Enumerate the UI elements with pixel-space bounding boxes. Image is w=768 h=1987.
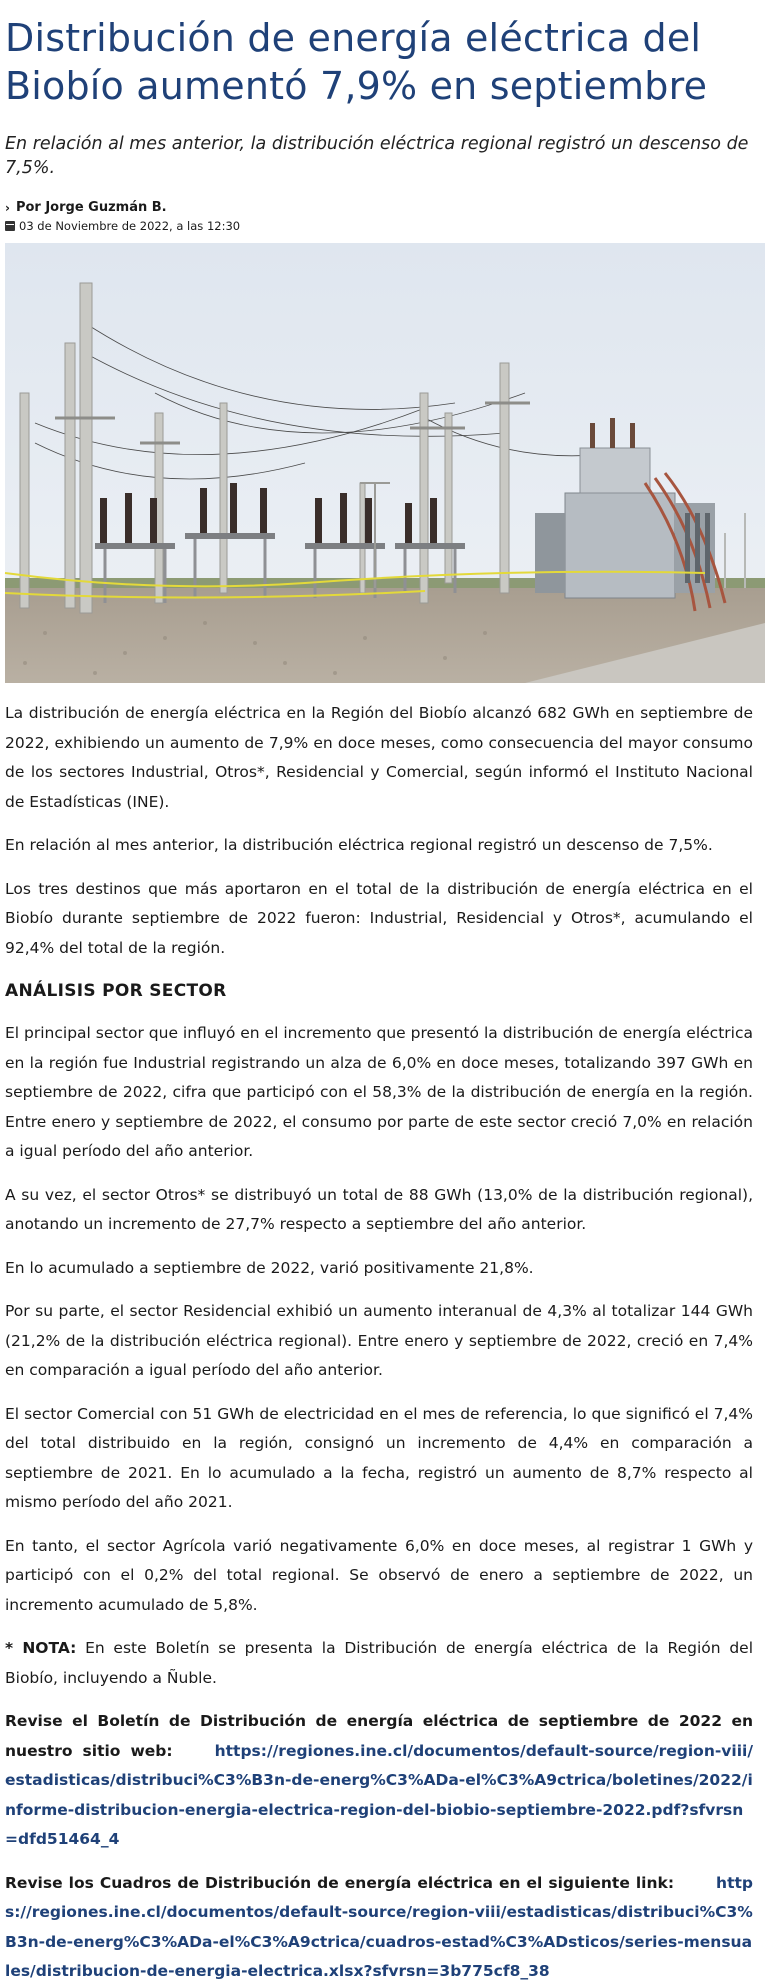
calendar-icon: [5, 221, 15, 231]
substation-photo: [5, 243, 765, 683]
paragraph: La distribución de energía eléctrica en la Región del Biobío alcanzó 682 GWh en septiembre de 2022, exhibiendo un aumento de 7,9% en doce meses, como consecuencia del mayor consumo de los sectores Industrial, Otros*, Residencial y Comercial, según informó el Instituto Nacional de Estadísticas (INE).: [5, 704, 753, 811]
paragraph: Los tres destinos que más aportaron en el total de la distribución de energía eléctrica en el Biobío durante septiembre de 2022 fueron: Industrial, Residencial y Otros*, acumulando el 92,4% del total de la región.: [5, 879, 753, 957]
bulletin-link-paragraph: [5, 1707, 753, 1855]
section-heading: ANÁLISIS POR SECTOR: [5, 981, 227, 1001]
tables-link-paragraph: [5, 1869, 753, 1987]
paragraph: En tanto, el sector Agrícola varió negativamente 6,0% en doce meses, al registrar 1 GWh y participó con el 0,2% del total regional. Se observó de enero a septiembre de 2022, un incremento acumulado de 5,8%.: [5, 1536, 753, 1614]
article-title: Distribución de energía eléctrica del Biobío aumentó 7,9% en septiembre: [5, 16, 708, 108]
note-label: * NOTA:: [5, 1639, 77, 1657]
paragraph: Por su parte, el sector Residencial exhibió un aumento interanual de 4,3% al totalizar 144 GWh (21,2% de la distribución eléctrica regional). Entre enero y septiembre de 2022, creció en 7,4% en comparación a igual período del año anterior.: [5, 1302, 753, 1379]
paragraph: El sector Comercial con 51 GWh de electricidad en el mes de referencia, lo que significó el 7,4% del total distribuido en la región, consignó un incremento de 4,4% en comparación a septiembre de 2021. En lo acumulado a la fecha, registró un aumento de 8,7% respecto al mismo período del año 2021.: [5, 1404, 753, 1511]
author-name: Por Jorge Guzmán B.: [15, 200, 167, 215]
note-text: En este Boletín se presenta la Distribución de energía eléctrica de la Región del Biobío, incluyendo a Ñuble.: [5, 1639, 753, 1687]
publish-date: 03 de Noviembre de 2022, a las 12:30: [19, 219, 241, 233]
tables-link[interactable]: https://regiones.ine.cl/documentos/default-source/region-viii/estadisticas/distribuci%C3%B3n-de-energ%C3%ADa-el%C3%A9ctrica/cuadros-estad%C3%ADsticos/series-mensuales/distribucion-de-energia-electrica.xlsx?sfvrsn=3b775cf8_38: [5, 1873, 753, 1980]
article-subtitle: En relación al mes anterior, la distribución eléctrica regional registró un descenso de 7,5%.: [5, 134, 749, 178]
date-line: [5, 219, 758, 233]
paragraph: En lo acumulado a septiembre de 2022, varió positivamente 21,8%.: [5, 1258, 534, 1277]
tables-link-intro: Revise los Cuadros de Distribución de energía eléctrica en el siguiente link:: [5, 1873, 675, 1892]
paragraph: El principal sector que influyó en el incremento que presentó la distribución de energía eléctrica en la región fue Industrial registrando un alza de 6,0% en doce meses, totalizando 397 GWh en septiembre de 2022, cifra que participó con el 58,3% de la distribución de energía en la región. Entre enero y septiembre de 2022, el consumo por parte de este sector creció 7,0% en relación a igual período del año anterior.: [5, 1024, 753, 1160]
bulletin-link[interactable]: https://regiones.ine.cl/documentos/default-source/region-viii/estadisticas/distribuci%C3%B3n-de-energ%C3%ADa-el%C3%A9ctrica/boletines/2022/informe-distribucion-energia-electrica-region-del-biobio-septiembre-2022.pdf?sfvrsn=dfd51464_4: [5, 1741, 753, 1848]
bulletin-link-intro: Revise el Boletín de Distribución de energía eléctrica de septiembre de 2022 en nuestro sitio web:: [5, 1712, 753, 1760]
paragraph: A su vez, el sector Otros* se distribuyó un total de 88 GWh (13,0% de la distribución regional), anotando un incremento de 27,7% respecto a septiembre del año anterior.: [5, 1185, 753, 1233]
paragraph: En relación al mes anterior, la distribución eléctrica regional registró un descenso de 7,5%.: [5, 836, 713, 854]
chevron-right-icon: ›: [5, 200, 10, 215]
article-body: [5, 699, 758, 1987]
note-paragraph: [5, 1634, 753, 1693]
author-line: [5, 200, 758, 215]
